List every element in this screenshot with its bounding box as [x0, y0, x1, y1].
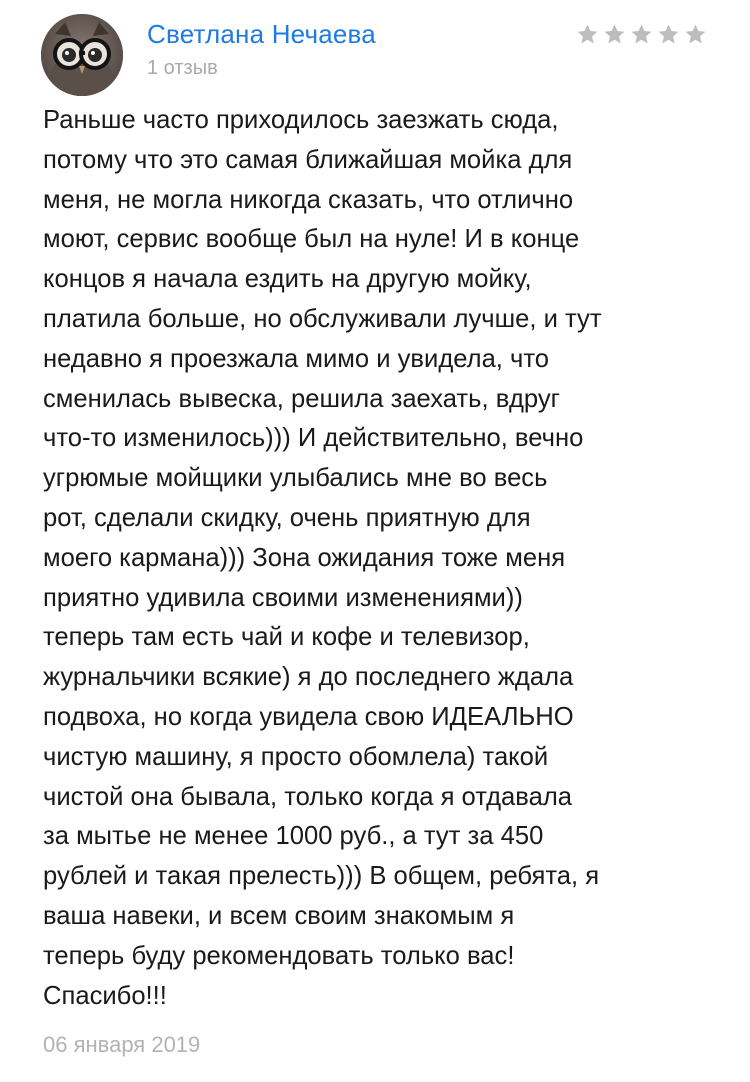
review-text-line: меня, не могла никогда сказать, что отлично	[43, 185, 574, 214]
review-text-line: платила больше, но обслуживали лучше, и тут	[43, 304, 602, 333]
review-text-line: чистой она бывала, только когда я отдавала	[43, 782, 572, 811]
review-text-line: угрюмые мойщики улыбались мне во весь	[43, 464, 548, 493]
review-text	[43, 101, 715, 1016]
star-icon	[683, 22, 708, 47]
review-text-line: журнальчики всякие) я до последнего ждала	[43, 663, 574, 692]
review-date: 06 января 2019	[43, 1032, 201, 1057]
review-text-line: подвоха, но когда увидела свою ИДЕАЛЬНО	[43, 702, 574, 731]
review-text-line: Раньше часто приходилось заезжать сюда,	[43, 106, 559, 134]
review-text-line: рублей и такая прелесть))) В общем, ребята, я	[43, 862, 600, 891]
star-icon	[575, 22, 600, 47]
user-avatar[interactable]	[41, 14, 123, 96]
star-icon	[629, 22, 654, 47]
review-text-line: чистую машину, я просто обомлела) такой	[43, 742, 549, 771]
review-text-line: моют, сервис вообще был на нуле! И в конце	[43, 225, 580, 254]
review-text-line: что-то изменилось))) И действительно, вечно	[43, 424, 584, 453]
review-text-line: сменилась вывеска, решила заехать, вдруг	[43, 384, 561, 413]
review-text-line: приятно удивила своими изменениями))	[43, 583, 523, 612]
review-text-line: ваша навеки, и всем своим знакомым я	[43, 901, 515, 930]
author-name[interactable]: Светлана Нечаева	[147, 19, 376, 49]
review-text-line: Спасибо!!!	[43, 981, 167, 1010]
owl-with-glasses-avatar-icon	[41, 14, 123, 96]
rating-stars	[575, 22, 708, 47]
review-text-line: теперь там есть чай и кофе и телевизор,	[43, 623, 530, 652]
review-text-line: рот, сделали скидку, очень приятную для	[43, 503, 531, 532]
star-icon	[656, 22, 681, 47]
star-icon	[602, 22, 627, 47]
review-text-line: за мытье не менее 1000 руб., а тут за 450	[43, 822, 544, 851]
review-text-line: недавно я проезжала мимо и увидела, что	[43, 344, 550, 373]
author-review-count: 1 отзыв	[147, 57, 218, 79]
review-text-line: теперь буду рекомендовать только вас!	[43, 941, 515, 970]
review-text-line: потому что это самая ближайшая мойка для	[43, 145, 573, 174]
review-text-line: концов я начала ездить на другую мойку,	[43, 265, 532, 294]
review-text-line: моего кармана))) Зона ожидания тоже меня	[43, 543, 566, 572]
